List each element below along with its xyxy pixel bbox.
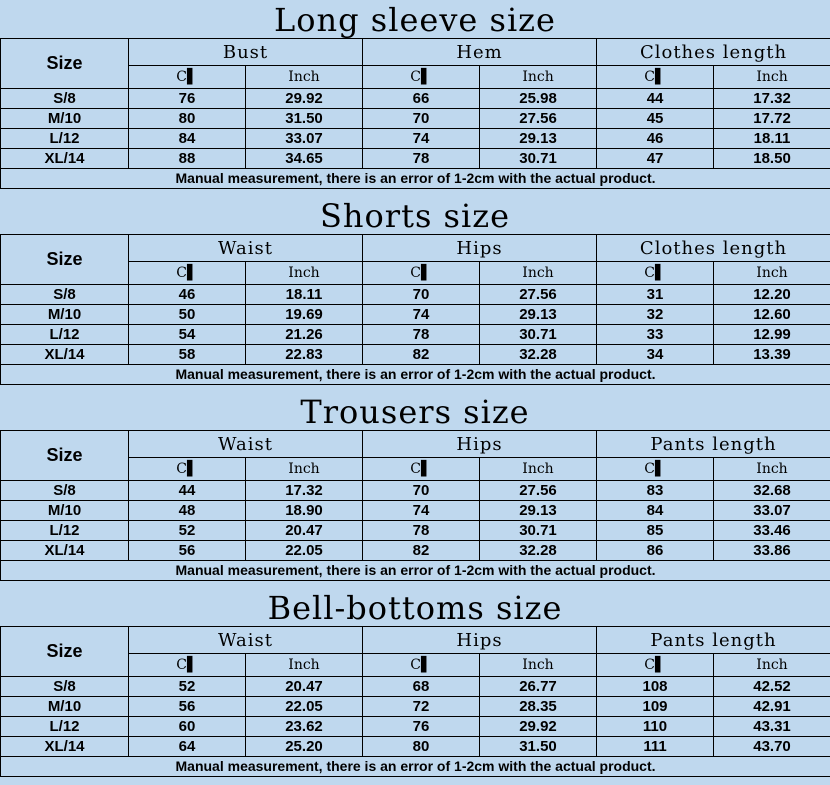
unit-cm-label: C▌ [597, 654, 714, 677]
size-table [0, 234, 830, 385]
unit-inch-label: Inch [480, 262, 597, 285]
table-row [1, 345, 830, 365]
table-row [1, 129, 830, 149]
cm-value-cell: 31 [597, 285, 714, 305]
cm-value-cell: 88 [129, 149, 246, 169]
table-title: Bell-bottoms size [267, 589, 563, 627]
size-cell: S/8 [1, 89, 129, 109]
inch-value-cell: 18.90 [246, 501, 363, 521]
table-title: Trousers size [300, 393, 530, 431]
inch-value-cell: 25.20 [246, 737, 363, 757]
inch-value-cell: 18.11 [714, 129, 830, 149]
measurement-group-header: Clothes length [597, 235, 830, 262]
table-row [1, 109, 830, 129]
cm-value-cell: 46 [129, 285, 246, 305]
unit-cm-label: C▌ [363, 458, 480, 481]
inch-value-cell: 29.13 [480, 501, 597, 521]
unit-inch-label: Inch [714, 66, 830, 89]
cm-value-cell: 72 [363, 697, 480, 717]
measurement-group-header: Hips [363, 627, 597, 654]
table-title: Long sleeve size [274, 1, 556, 39]
size-table-section [0, 196, 830, 392]
inch-value-cell: 42.91 [714, 697, 830, 717]
size-column-header: Size [1, 39, 129, 89]
cm-value-cell: 56 [129, 697, 246, 717]
cm-value-cell: 86 [597, 541, 714, 561]
size-cell: M/10 [1, 305, 129, 325]
cm-value-cell: 45 [597, 109, 714, 129]
inch-value-cell: 27.56 [480, 481, 597, 501]
cm-value-cell: 50 [129, 305, 246, 325]
measurement-note: Manual measurement, there is an error of 1-2cm with the actual product. [1, 365, 830, 385]
size-cell: L/12 [1, 717, 129, 737]
cm-value-cell: 85 [597, 521, 714, 541]
inch-value-cell: 26.77 [480, 677, 597, 697]
inch-value-cell: 33.07 [246, 129, 363, 149]
inch-value-cell: 30.71 [480, 325, 597, 345]
cm-value-cell: 76 [363, 717, 480, 737]
inch-value-cell: 23.62 [246, 717, 363, 737]
inch-value-cell: 17.72 [714, 109, 830, 129]
unit-cm-label: C▌ [129, 66, 246, 89]
cm-value-cell: 83 [597, 481, 714, 501]
size-table-section [0, 0, 830, 196]
unit-cm-label: C▌ [129, 654, 246, 677]
unit-inch-label: Inch [246, 262, 363, 285]
cm-value-cell: 74 [363, 305, 480, 325]
size-cell: M/10 [1, 501, 129, 521]
inch-value-cell: 29.13 [480, 129, 597, 149]
unit-inch-label: Inch [480, 458, 597, 481]
inch-value-cell: 18.50 [714, 149, 830, 169]
table-row [1, 541, 830, 561]
inch-value-cell: 17.32 [246, 481, 363, 501]
measurement-note: Manual measurement, there is an error of 1-2cm with the actual product. [1, 561, 830, 581]
unit-inch-label: Inch [246, 654, 363, 677]
cm-value-cell: 80 [363, 737, 480, 757]
inch-value-cell: 22.05 [246, 697, 363, 717]
size-column-header: Size [1, 235, 129, 285]
cm-value-cell: 54 [129, 325, 246, 345]
inch-value-cell: 32.28 [480, 345, 597, 365]
size-cell: XL/14 [1, 737, 129, 757]
inch-value-cell: 17.32 [714, 89, 830, 109]
measurement-note: Manual measurement, there is an error of 1-2cm with the actual product. [1, 757, 830, 777]
unit-inch-label: Inch [246, 458, 363, 481]
measurement-group-header: Bust [129, 39, 363, 66]
size-table-section [0, 588, 830, 784]
cm-value-cell: 78 [363, 149, 480, 169]
cm-value-cell: 44 [597, 89, 714, 109]
unit-inch-label: Inch [714, 654, 830, 677]
measurement-group-header: Waist [129, 431, 363, 458]
cm-value-cell: 44 [129, 481, 246, 501]
inch-value-cell: 29.92 [480, 717, 597, 737]
inch-value-cell: 12.99 [714, 325, 830, 345]
inch-value-cell: 18.11 [246, 285, 363, 305]
inch-value-cell: 32.28 [480, 541, 597, 561]
cm-value-cell: 80 [129, 109, 246, 129]
inch-value-cell: 12.60 [714, 305, 830, 325]
table-title: Shorts size [320, 197, 510, 235]
cm-value-cell: 109 [597, 697, 714, 717]
inch-value-cell: 25.98 [480, 89, 597, 109]
table-row [1, 521, 830, 541]
cm-value-cell: 48 [129, 501, 246, 521]
size-cell: XL/14 [1, 345, 129, 365]
inch-value-cell: 12.20 [714, 285, 830, 305]
inch-value-cell: 22.05 [246, 541, 363, 561]
note-row [1, 561, 830, 581]
size-cell: M/10 [1, 697, 129, 717]
cm-value-cell: 34 [597, 345, 714, 365]
unit-inch-label: Inch [246, 66, 363, 89]
size-cell: L/12 [1, 325, 129, 345]
size-table-section [0, 392, 830, 588]
table-row [1, 305, 830, 325]
inch-value-cell: 33.86 [714, 541, 830, 561]
inch-value-cell: 33.46 [714, 521, 830, 541]
size-table [0, 626, 830, 777]
table-row [1, 737, 830, 757]
cm-value-cell: 82 [363, 345, 480, 365]
table-header-row [1, 627, 830, 654]
table-row [1, 285, 830, 305]
size-column-header: Size [1, 431, 129, 481]
cm-value-cell: 78 [363, 521, 480, 541]
inch-value-cell: 30.71 [480, 521, 597, 541]
cm-value-cell: 84 [597, 501, 714, 521]
size-table [0, 430, 830, 581]
unit-inch-label: Inch [480, 654, 597, 677]
size-table [0, 38, 830, 189]
unit-cm-label: C▌ [597, 66, 714, 89]
inch-value-cell: 32.68 [714, 481, 830, 501]
table-header-row [1, 235, 830, 262]
cm-value-cell: 111 [597, 737, 714, 757]
unit-cm-label: C▌ [129, 458, 246, 481]
measurement-group-header: Hips [363, 235, 597, 262]
inch-value-cell: 29.13 [480, 305, 597, 325]
table-row [1, 481, 830, 501]
table-row [1, 677, 830, 697]
size-cell: XL/14 [1, 541, 129, 561]
size-cell: L/12 [1, 129, 129, 149]
unit-cm-label: C▌ [363, 66, 480, 89]
note-row [1, 757, 830, 777]
cm-value-cell: 33 [597, 325, 714, 345]
cm-value-cell: 70 [363, 285, 480, 305]
inch-value-cell: 42.52 [714, 677, 830, 697]
cm-value-cell: 76 [129, 89, 246, 109]
size-cell: S/8 [1, 285, 129, 305]
unit-inch-label: Inch [714, 262, 830, 285]
measurement-group-header: Pants length [597, 627, 830, 654]
measurement-group-header: Hem [363, 39, 597, 66]
inch-value-cell: 28.35 [480, 697, 597, 717]
measurement-note: Manual measurement, there is an error of 1-2cm with the actual product. [1, 169, 830, 189]
cm-value-cell: 82 [363, 541, 480, 561]
inch-value-cell: 31.50 [480, 737, 597, 757]
table-row [1, 501, 830, 521]
measurement-group-header: Hips [363, 431, 597, 458]
unit-cm-label: C▌ [129, 262, 246, 285]
size-cell: S/8 [1, 481, 129, 501]
measurement-group-header: Waist [129, 235, 363, 262]
table-row [1, 717, 830, 737]
inch-value-cell: 43.31 [714, 717, 830, 737]
cm-value-cell: 52 [129, 677, 246, 697]
inch-value-cell: 21.26 [246, 325, 363, 345]
cm-value-cell: 46 [597, 129, 714, 149]
cm-value-cell: 110 [597, 717, 714, 737]
table-row [1, 149, 830, 169]
cm-value-cell: 78 [363, 325, 480, 345]
table-row [1, 89, 830, 109]
inch-value-cell: 31.50 [246, 109, 363, 129]
inch-value-cell: 22.83 [246, 345, 363, 365]
measurement-group-header: Clothes length [597, 39, 830, 66]
inch-value-cell: 34.65 [246, 149, 363, 169]
cm-value-cell: 64 [129, 737, 246, 757]
cm-value-cell: 108 [597, 677, 714, 697]
measurement-group-header: Pants length [597, 431, 830, 458]
inch-value-cell: 30.71 [480, 149, 597, 169]
inch-value-cell: 20.47 [246, 521, 363, 541]
table-row [1, 697, 830, 717]
cm-value-cell: 74 [363, 129, 480, 149]
table-header-row [1, 431, 830, 458]
inch-value-cell: 43.70 [714, 737, 830, 757]
cm-value-cell: 58 [129, 345, 246, 365]
measurement-group-header: Waist [129, 627, 363, 654]
size-column-header: Size [1, 627, 129, 677]
cm-value-cell: 74 [363, 501, 480, 521]
table-row [1, 325, 830, 345]
unit-cm-label: C▌ [363, 654, 480, 677]
unit-inch-label: Inch [480, 66, 597, 89]
cm-value-cell: 70 [363, 481, 480, 501]
unit-cm-label: C▌ [363, 262, 480, 285]
note-row [1, 365, 830, 385]
inch-value-cell: 13.39 [714, 345, 830, 365]
inch-value-cell: 27.56 [480, 285, 597, 305]
cm-value-cell: 70 [363, 109, 480, 129]
inch-value-cell: 33.07 [714, 501, 830, 521]
cm-value-cell: 47 [597, 149, 714, 169]
cm-value-cell: 56 [129, 541, 246, 561]
unit-cm-label: C▌ [597, 458, 714, 481]
inch-value-cell: 27.56 [480, 109, 597, 129]
cm-value-cell: 84 [129, 129, 246, 149]
inch-value-cell: 29.92 [246, 89, 363, 109]
table-header-row [1, 39, 830, 66]
unit-inch-label: Inch [714, 458, 830, 481]
cm-value-cell: 52 [129, 521, 246, 541]
unit-cm-label: C▌ [597, 262, 714, 285]
size-cell: XL/14 [1, 149, 129, 169]
note-row [1, 169, 830, 189]
cm-value-cell: 32 [597, 305, 714, 325]
cm-value-cell: 68 [363, 677, 480, 697]
size-cell: L/12 [1, 521, 129, 541]
inch-value-cell: 19.69 [246, 305, 363, 325]
size-cell: S/8 [1, 677, 129, 697]
size-cell: M/10 [1, 109, 129, 129]
inch-value-cell: 20.47 [246, 677, 363, 697]
cm-value-cell: 66 [363, 89, 480, 109]
cm-value-cell: 60 [129, 717, 246, 737]
